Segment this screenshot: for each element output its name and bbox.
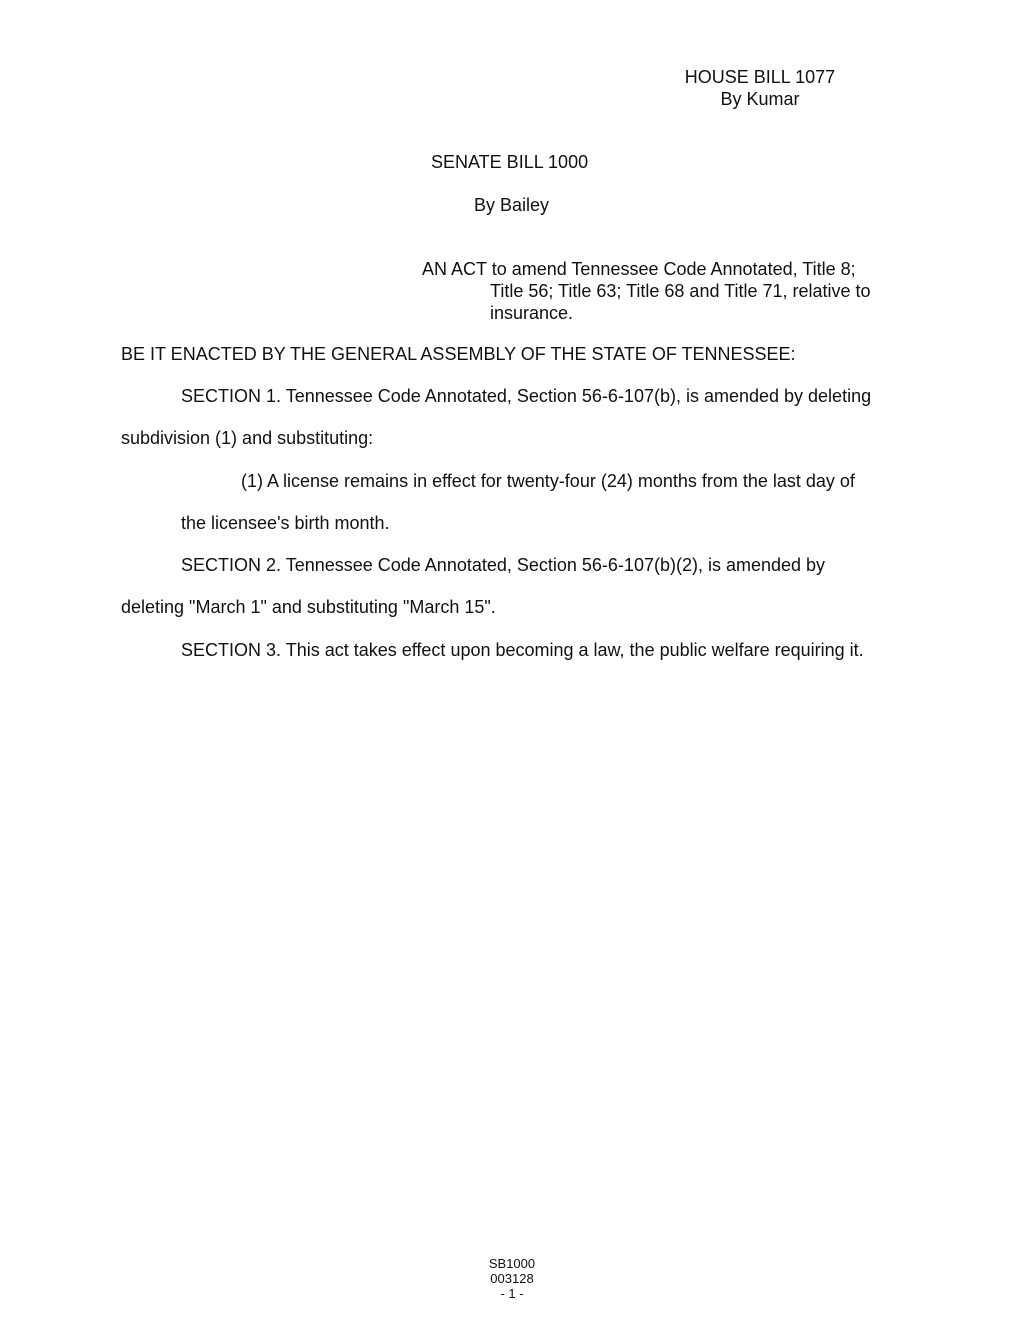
bill-caption (422, 258, 922, 324)
section-1-subdivision-line-1: (1) A license remains in effect for twenty-four (24) months from the last day of (241, 471, 855, 491)
footer-page-number: - 1 - (500, 1286, 524, 1301)
caption-line-1: AN ACT to amend Tennessee Code Annotated, Title 8; (422, 259, 856, 279)
section-1-line-1: SECTION 1. Tennessee Code Annotated, Section 56-6-107(b), is amended by deleting (181, 386, 872, 406)
section-2-line-1: SECTION 2. Tennessee Code Annotated, Section 56-6-107(b)(2), is amended by (181, 555, 826, 575)
page-footer (452, 1256, 572, 1301)
section-3-line-1: SECTION 3. This act takes effect upon becoming a law, the public welfare requiring it. (181, 640, 864, 660)
footer-bill-code: SB1000 (488, 1256, 536, 1271)
footer-doc-number: 003128 (490, 1271, 534, 1286)
section-2-line-2: deleting "March 1" and substituting "March 15". (121, 597, 496, 617)
enacting-clause: BE IT ENACTED BY THE GENERAL ASSEMBLY OF THE STATE OF TENNESSEE: (121, 344, 796, 364)
house-bill-number: HOUSE BILL 1077 (684, 67, 836, 87)
senate-bill-sponsor: By Bailey (474, 195, 550, 215)
house-bill-block (640, 66, 880, 110)
house-bill-sponsor: By Kumar (720, 89, 800, 109)
caption-line-2: Title 56; Title 63; Title 68 and Title 71, relative to (490, 281, 871, 301)
caption-line-3: insurance. (490, 303, 574, 323)
section-1-subdivision-line-2: the licensee's birth month. (181, 513, 390, 533)
section-1-line-2: subdivision (1) and substituting: (121, 428, 374, 448)
senate-bill-number: SENATE BILL 1000 (431, 152, 589, 172)
